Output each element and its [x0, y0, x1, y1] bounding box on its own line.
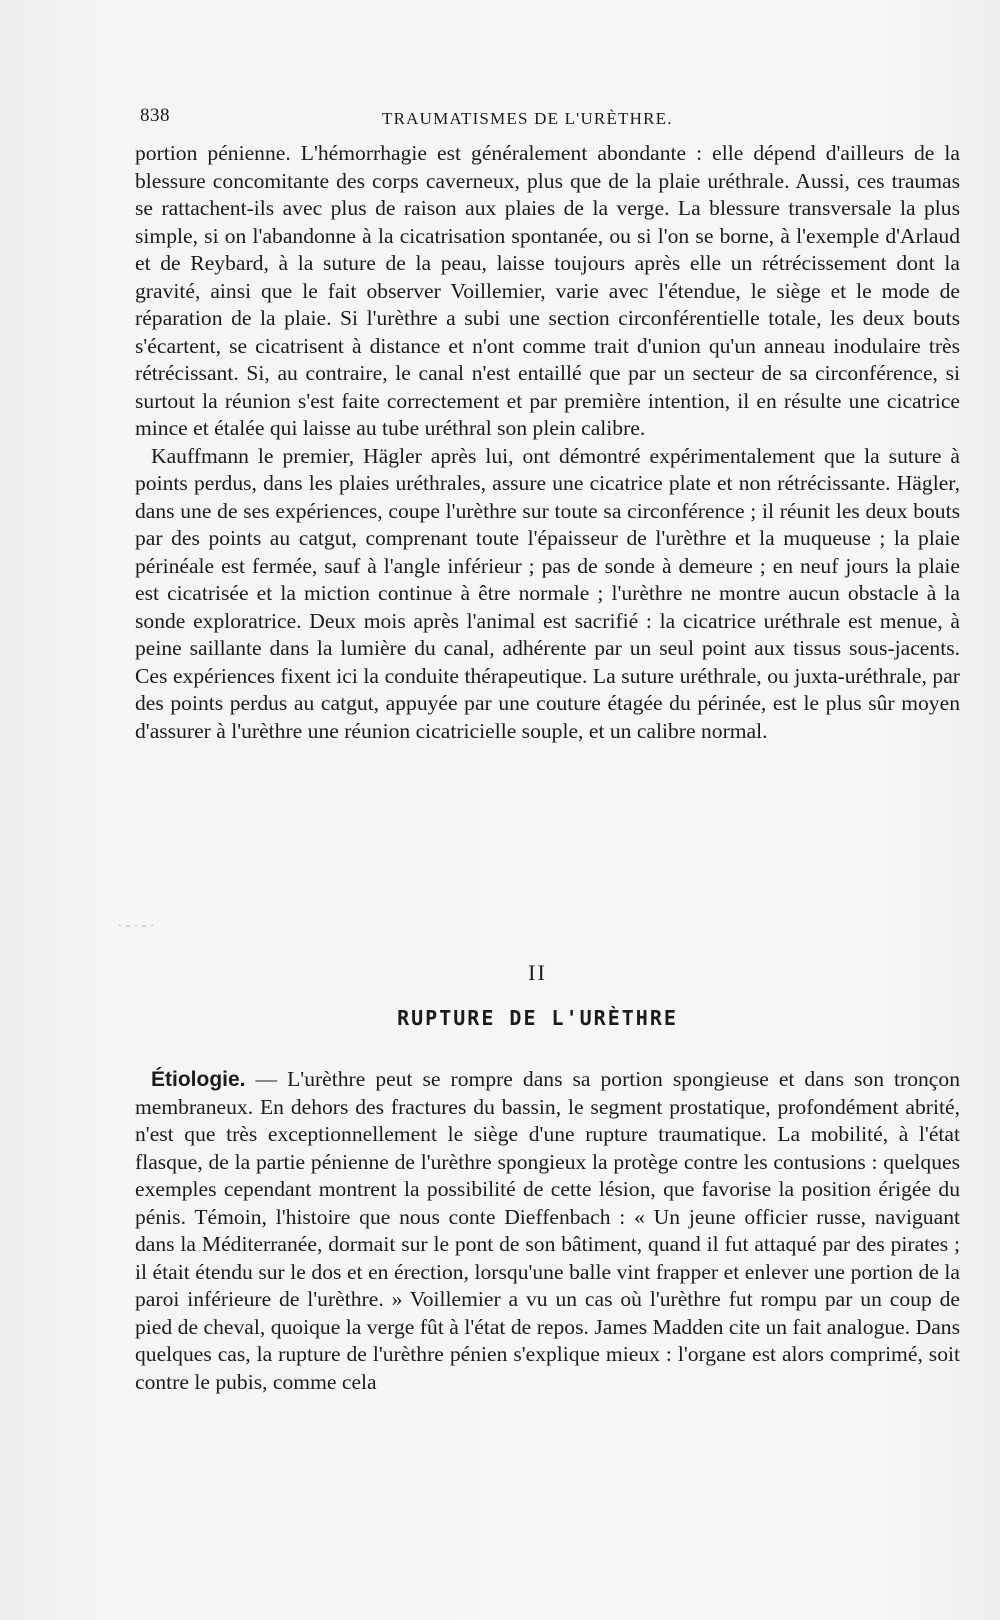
page-number: 838 — [140, 105, 170, 126]
section-title: RUPTURE DE L'URÈTHRE — [397, 1006, 678, 1030]
paragraph-etiologie — [135, 1066, 960, 1396]
text-block-rupture — [135, 1066, 960, 1396]
section-separator: ·-·-· — [118, 918, 158, 932]
running-head: TRAUMATISMES DE L'URÈTHRE. — [382, 109, 673, 128]
paragraph-kauffmann-hagler: Kauffmann le premier, Hägler après lui, ont démontré expérimentalement que la suture à points perdus, dans les plaies uréthrales, assure une cicatrice plate et non rétrécissante. Hägler, dans une de ses expériences, coupe l'urèthre sur toute sa circonférence ; il réunit les deux bouts par des points au catgut, comprenant toute l'épaisseur de l'urèthre et la muqueuse ; la plaie périnéale est fermée, sauf à l'angle inférieur ; pas de sonde à demeure ; en neuf jours la plaie est cicatrisée et la miction continue à être normale ; l'urèthre ne montre aucun obstacle à la sonde exploratrice. Deux mois après l'animal est sacrifié : la cicatrice uréthrale est menue, à peine saillante dans la lumière du canal, adhérente par un seul point aux tissus sous-jacents. Ces expériences fixent ici la conduite thérapeutique. La suture uréthrale, ou juxta-uréthrale, par des points perdus au catgut, appuyée par une couture étagée du périnée, est le plus sûr moyen d'assurer à l'urèthre une réunion cicatricielle souple, et un calibre normal. — [135, 443, 960, 743]
paragraph-etiologie-text: — L'urèthre peut se rompre dans sa portion spongieuse et dans son tronçon membraneux. En dehors des fractures du bassin, le segment prostatique, profondément abrité, n'est que très exceptionnellement le siège d'une rupture traumatique. La mobilité, à l'état flasque, de la partie pénienne de l'urèthre spongieux la protège contre les contusions : quelques exemples cependant montrent la possibilité de cette lésion, que favorise la position érigée du pénis. Témoin, l'histoire que nous conte Dieffenbach : « Un jeune officier russe, naviguant dans la Méditerranée, dormait sur le pont de son bâtiment, quand il fut attaqué par des pirates ; il était étendu sur le dos et en érection, lorsqu'une balle vint frapper et enlever une portion de la paroi inférieure de l'urèthre. » Voillemier a vu un cas où l'urèthre fut rompu par un coup de pied de cheval, quoique la verge fût à l'état de repos. James Madden cite un fait analogue. Dans quelques cas, la rupture de l'urèthre pénien s'explique mieux : l'organe est alors comprimé, soit contre le pubis, comme cela — [135, 1067, 960, 1394]
section-number: II — [528, 960, 547, 985]
paragraph-wound-healing: portion pénienne. L'hémorrhagie est généralement abondante : elle dépend d'ailleurs de la blessure concomitante des corps caverneux, plus que de la plaie uréthrale. Aussi, ces traumas se rattachent-ils avec plus de raison aux plaies de la verge. La blessure transversale la plus simple, si on l'abandonne à la cicatrisation spontanée, ou si l'on se borne, à l'exemple d'Arlaud et de Reybard, à la suture de la peau, laisse toujours après elle un rétrécissement dont la gravité, ainsi que le fait observer Voillemier, varie avec l'étendue, le siège et le mode de réparation de la plaie. Si l'urèthre a subi une section circonférentielle totale, les deux bouts s'écartent, se cicatrisent à distance et n'ont comme trait d'union qu'un anneau inodulaire très rétrécissant. Si, au contraire, le canal n'est entaillé que par un secteur de sa circonférence, si surtout la réunion s'est faite correctement et par première intention, il en résulte une cicatrice mince et étalée qui laisse au tube uréthral son plein calibre. — [135, 141, 960, 440]
text-block-wounds — [135, 140, 960, 745]
run-in-heading: Étiologie. — [151, 1068, 246, 1091]
page-header — [140, 105, 960, 135]
